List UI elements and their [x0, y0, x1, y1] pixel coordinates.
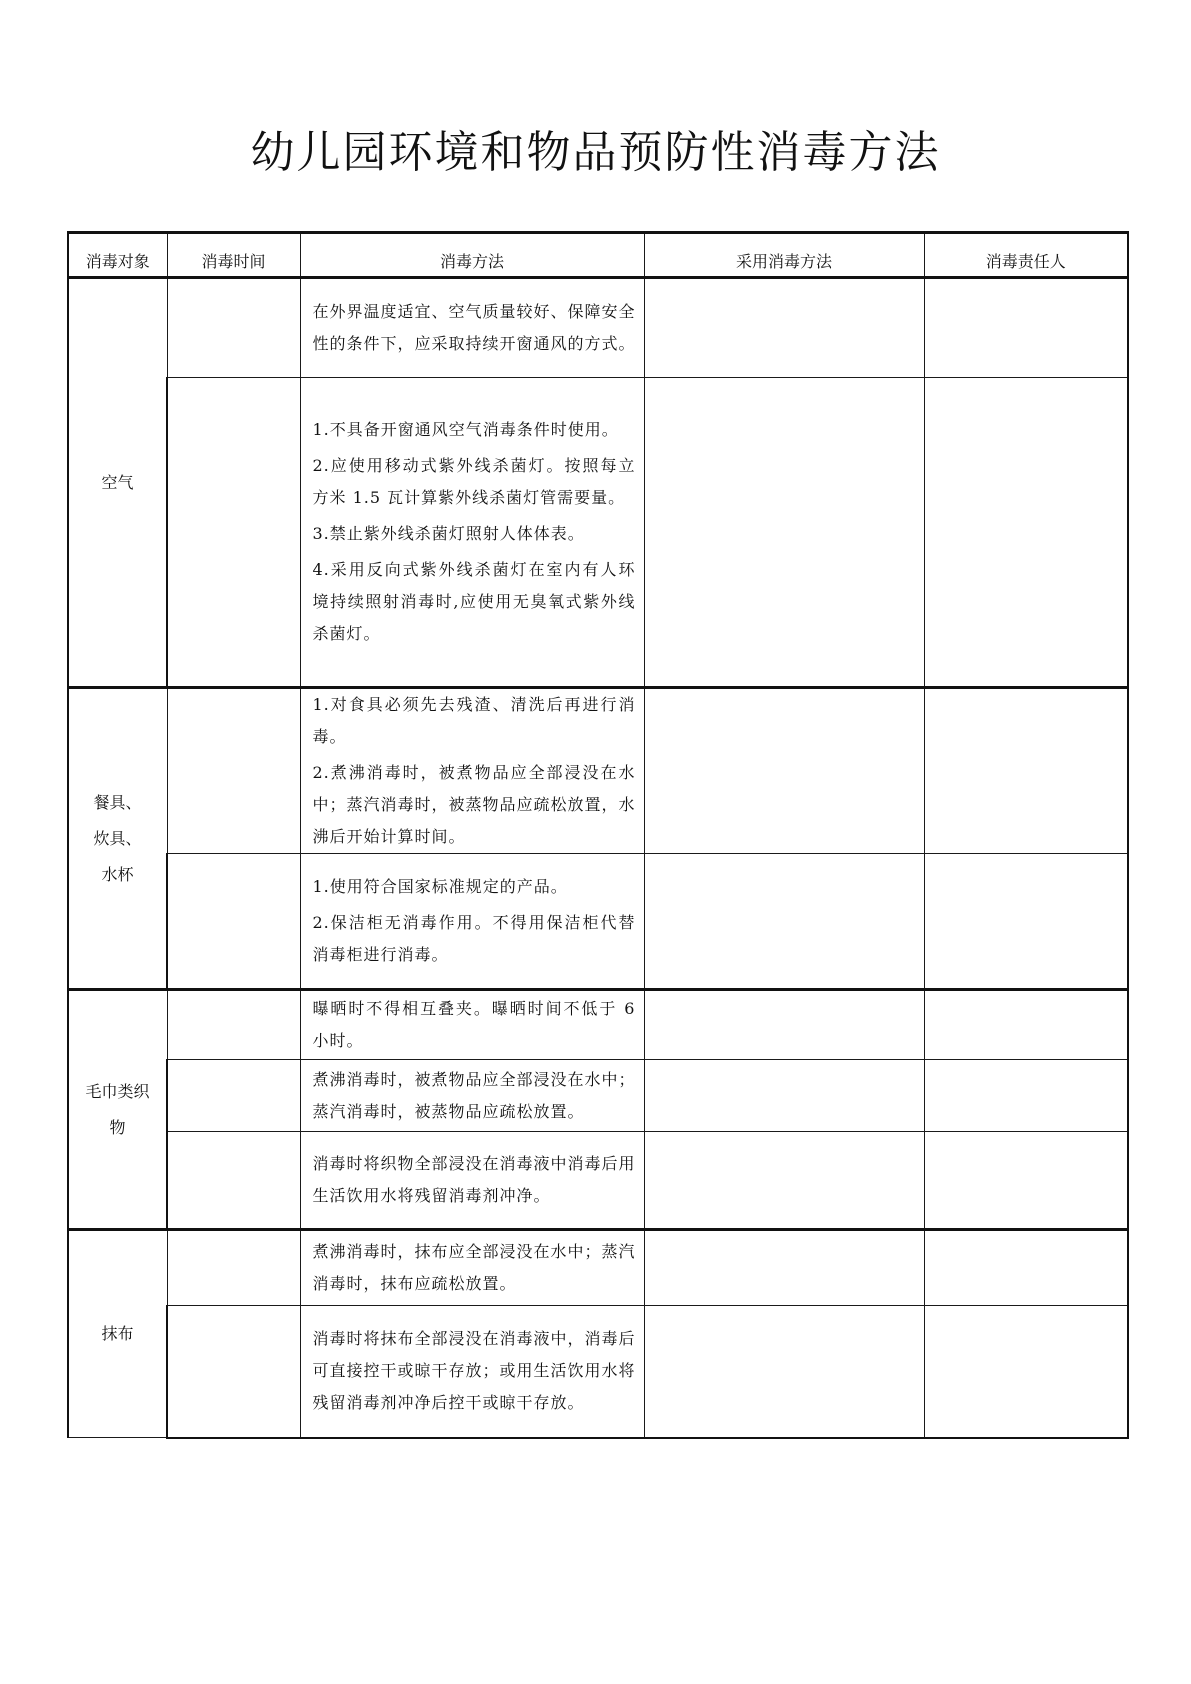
method-line: 在外界温度适宜、空气质量较好、保障安全性的条件下，应采取持续开窗通风的方式。	[312, 302, 636, 353]
header-responsible-person: 消毒责任人	[924, 233, 1128, 278]
table-row	[68, 990, 1128, 1060]
method-line: 消毒时将抹布全部浸没在消毒液中，消毒后可直接控干或晾干存放；或用生活饮用水将残留消毒剂冲净后控干或晾干存放。	[312, 1329, 636, 1413]
table-row	[68, 688, 1128, 854]
method-line: 4.采用反向式紫外线杀菌灯在室内有人环境持续照射消毒时,应使用无臭氧式紫外线杀菌灯。	[312, 560, 636, 643]
disinfection-object-line: 空气	[101, 472, 134, 492]
disinfection-time-cell[interactable]	[167, 378, 300, 688]
header-object: 消毒对象	[68, 233, 167, 278]
responsible-person-cell[interactable]	[924, 1306, 1128, 1438]
adopted-method-cell[interactable]	[644, 1230, 924, 1306]
disinfection-time-cell[interactable]	[167, 1230, 300, 1306]
adopted-method-cell[interactable]	[644, 278, 924, 378]
table-row	[68, 1230, 1128, 1306]
method-line: 煮沸消毒时，抹布应全部浸没在水中；蒸汽消毒时，抹布应疏松放置。	[312, 1242, 636, 1293]
responsible-person-cell[interactable]	[924, 278, 1128, 378]
disinfection-time-cell[interactable]	[167, 1132, 300, 1230]
page-title: 幼儿园环境和物品预防性消毒方法	[250, 127, 941, 178]
disinfection-object-line: 抹布	[101, 1324, 134, 1343]
table-row	[68, 378, 1128, 688]
table-body	[68, 278, 1128, 1438]
disinfection-method-cell	[300, 1230, 644, 1306]
disinfection-object-line: 餐具、	[93, 792, 142, 812]
adopted-method-cell[interactable]	[644, 1306, 924, 1438]
method-line: 煮沸消毒时，被煮物品应全部浸没在水中；蒸汽消毒时，被蒸物品应疏松放置。	[312, 1069, 636, 1121]
adopted-method-cell[interactable]	[644, 1060, 924, 1132]
header-row	[68, 233, 1128, 278]
disinfection-time-cell[interactable]	[167, 688, 300, 854]
disinfection-object-cell	[68, 278, 167, 688]
disinfection-object-line: 毛巾类织	[85, 1081, 150, 1101]
disinfection-method-cell	[300, 1132, 644, 1230]
disinfection-time-cell[interactable]	[167, 990, 300, 1060]
disinfection-object-line: 炊具、	[93, 828, 142, 848]
responsible-person-cell[interactable]	[924, 378, 1128, 688]
disinfection-time-cell[interactable]	[167, 1060, 300, 1132]
disinfection-table	[67, 231, 1129, 1439]
disinfection-method-cell	[300, 1306, 644, 1438]
method-line: 2.应使用移动式紫外线杀菌灯。按照每立方米 1.5 瓦计算紫外线杀菌灯管需要量。	[312, 456, 636, 507]
responsible-person-cell[interactable]	[924, 688, 1128, 854]
method-line: 1.不具备开窗通风空气消毒条件时使用。	[312, 420, 619, 439]
adopted-method-cell[interactable]	[644, 1132, 924, 1230]
disinfection-object-line: 物	[109, 1117, 126, 1137]
responsible-person-cell[interactable]	[924, 1132, 1128, 1230]
table-row	[68, 1306, 1128, 1438]
table-row	[68, 1060, 1128, 1132]
method-line: 1.对食具必须先去残渣、清洗后再进行消毒。	[312, 695, 636, 746]
disinfection-method-cell	[300, 1060, 644, 1132]
disinfection-method-cell	[300, 854, 644, 990]
disinfection-time-cell[interactable]	[167, 278, 300, 378]
method-line: 3.禁止紫外线杀菌灯照射人体体表。	[312, 524, 585, 543]
disinfection-method-cell	[300, 278, 644, 378]
method-line: 曝晒时不得相互叠夹。曝晒时间不低于 6 小时。	[312, 999, 636, 1050]
disinfection-object-cell	[68, 1230, 167, 1438]
adopted-method-cell[interactable]	[644, 854, 924, 990]
responsible-person-cell[interactable]	[924, 1230, 1128, 1306]
method-line: 2.煮沸消毒时，被煮物品应全部浸没在水中；蒸汽消毒时，被蒸物品应疏松放置，水沸后开始计算时间。	[312, 763, 636, 846]
disinfection-time-cell[interactable]	[167, 1306, 300, 1438]
table-row	[68, 278, 1128, 378]
disinfection-time-cell[interactable]	[167, 854, 300, 990]
table-row	[68, 854, 1128, 990]
responsible-person-cell[interactable]	[924, 854, 1128, 990]
header-time: 消毒时间	[167, 233, 300, 278]
method-line: 1.使用符合国家标准规定的产品。	[312, 877, 568, 896]
disinfection-method-cell	[300, 378, 644, 688]
table-row	[68, 1132, 1128, 1230]
header-method: 消毒方法	[300, 233, 644, 278]
adopted-method-cell[interactable]	[644, 990, 924, 1060]
disinfection-method-cell	[300, 990, 644, 1060]
responsible-person-cell[interactable]	[924, 1060, 1128, 1132]
disinfection-object-line: 水杯	[101, 864, 134, 884]
adopted-method-cell[interactable]	[644, 688, 924, 854]
header-adopted-method: 采用消毒方法	[644, 233, 924, 278]
method-line: 2.保洁柜无消毒作用。不得用保洁柜代替消毒柜进行消毒。	[312, 913, 636, 964]
adopted-method-cell[interactable]	[644, 378, 924, 688]
disinfection-object-cell	[68, 990, 167, 1230]
disinfection-method-cell	[300, 688, 644, 854]
disinfection-object-cell	[68, 688, 167, 990]
method-line: 消毒时将织物全部浸没在消毒液中消毒后用生活饮用水将残留消毒剂冲净。	[312, 1154, 636, 1205]
responsible-person-cell[interactable]	[924, 990, 1128, 1060]
